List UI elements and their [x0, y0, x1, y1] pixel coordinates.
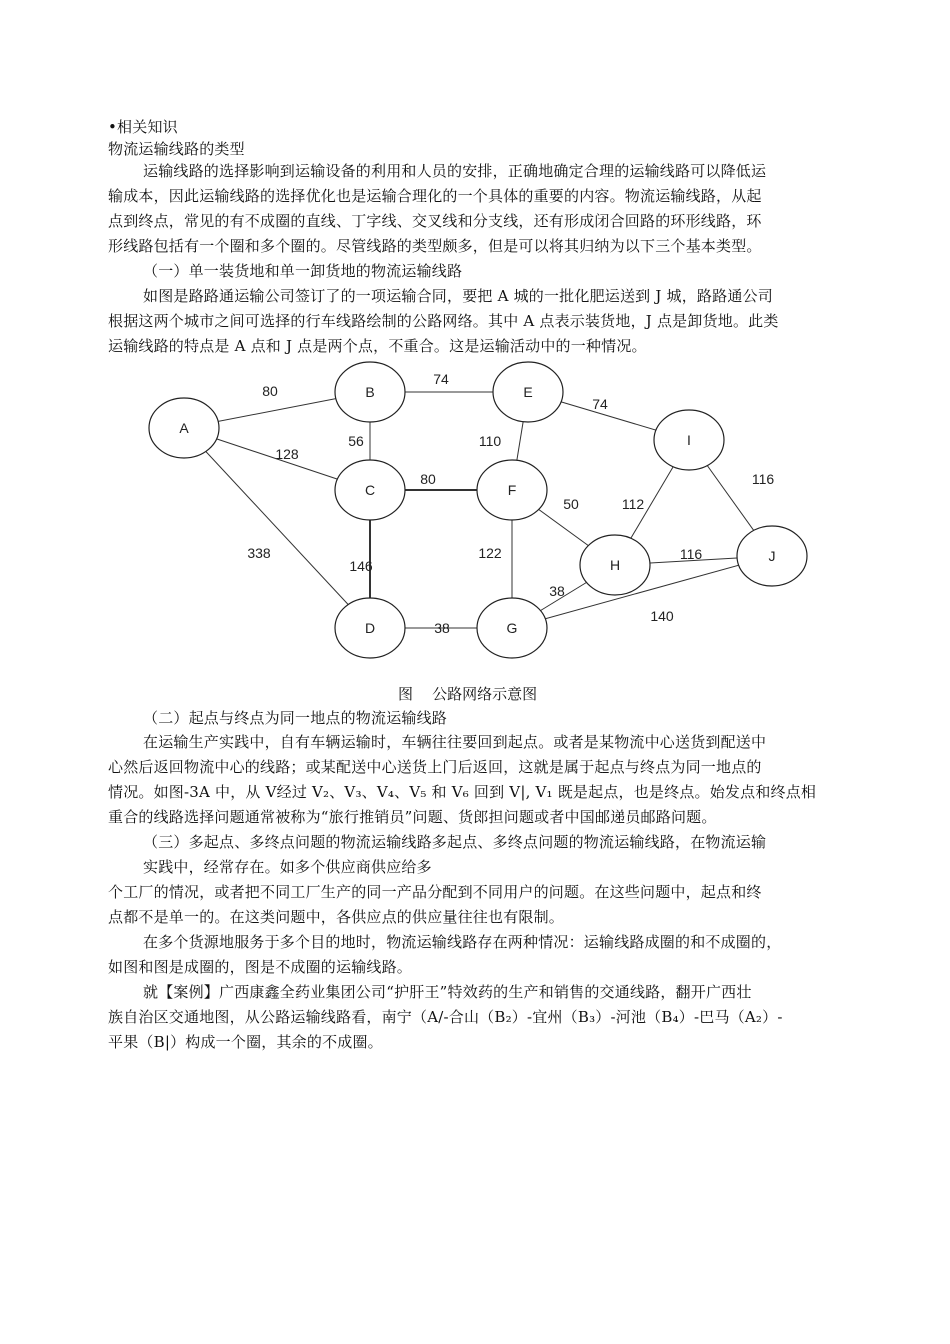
- paragraph-line: 点都不是单一的。在这类问题中，各供应点的供应量往往也有限制。: [108, 908, 565, 926]
- node-label-j: J: [768, 548, 776, 564]
- node-label-b: B: [365, 384, 375, 400]
- edge-weight-i-j: 116: [751, 471, 775, 487]
- paragraph-line: 如图是路路通运输公司签订了的一项运输合同，要把 A 城的一批化肥运送到 J 城，路路通公司: [143, 287, 773, 305]
- paragraph-line: 根据这两个城市之间可选择的行车线路绘制的公路网络。其中 A 点表示装货地，J 点是卸货地。此类: [108, 312, 779, 330]
- edge-weight-e-f: 110: [478, 433, 502, 449]
- paragraph-line: 实践中，经常存在。如多个供应商供应给多: [143, 858, 432, 876]
- edge-weight-g-j: 140: [650, 608, 674, 624]
- edge-weight-a-b: 80: [262, 383, 278, 399]
- node-label-a: A: [179, 420, 189, 436]
- edge-weight-d-g: 38: [434, 620, 450, 636]
- node-label-d: D: [364, 620, 376, 636]
- paragraph-line: 重合的线路选择问题通常被称为“旅行推销员”问题、货郎担问题或者中国邮递员邮路问题。: [108, 808, 717, 826]
- paragraph-line: 如图和图是成圈的，图是不成圈的运输线路。: [108, 958, 413, 976]
- node-label-g: G: [506, 620, 518, 636]
- paragraph-line: 就【案例】广西康鑫全药业集团公司“护肝王”特效药的生产和销售的交通线路，翻开广西壮: [143, 983, 752, 1001]
- paragraph-line: 形线路包括有一个圈和多个圈的。尽管线路的类型颇多，但是可以将其归纳为以下三个基本类型。: [108, 237, 762, 255]
- edge-weight-f-g: 122: [478, 545, 502, 561]
- subsection-heading: 物流运输线路的类型: [108, 140, 245, 158]
- node-label-i: I: [687, 432, 691, 448]
- edge-weight-c-d: 146: [349, 558, 373, 574]
- paragraph-line: 族自治区交通地图，从公路运输线路看，南宁（A/-合山（B₂）-宜州（B₃）-河池（B₄）-巴马（A₂）-: [108, 1008, 783, 1026]
- paragraph-line: 点到终点，常见的有不成圈的直线、丁字线、交叉线和分支线，还有形成闭合回路的环形线路，环: [108, 212, 762, 230]
- road-network-diagram: [135, 360, 815, 675]
- edge-weight-b-e: 74: [433, 371, 449, 387]
- paragraph-line: 在多个货源地服务于多个目的地时，物流运输线路存在两种情况：运输线路成圈的和不成圈的，: [143, 933, 782, 951]
- paragraph-line: 在运输生产实践中，自有车辆运输时，车辆往往要回到起点。或者是某物流中心送货到配送中: [143, 733, 767, 751]
- section-heading: •相关知识: [108, 118, 178, 136]
- edge-weight-a-c: 128: [275, 446, 299, 462]
- section-title: （一）单一装货地和单一卸货地的物流运输线路: [143, 262, 463, 280]
- section-title: （三）多起点、多终点问题的物流运输线路多起点、多终点问题的物流运输线路，在物流运输: [143, 833, 767, 851]
- edge-weight-c-f: 80: [420, 471, 436, 487]
- edge-weight-e-i: 74: [592, 396, 608, 412]
- paragraph-line: 平果（B|）构成一个圈，其余的不成圈。: [108, 1033, 383, 1051]
- paragraph-line: 情况。如图-3A 中，从 V经过 V₂、V₃、V₄、V₅ 和 V₆ 回到 V|, V₁ 既是起点，也是终点。始发点和终点相: [108, 783, 817, 801]
- node-label-h: H: [609, 557, 621, 573]
- figure-caption: 图 公路网络示意图: [398, 685, 538, 703]
- paragraph-line: 运输线路的选择影响到运输设备的利用和人员的安排，正确地确定合理的运输线路可以降低运: [143, 162, 767, 180]
- paragraph-line: 心然后返回物流中心的线路；或某配送中心送货上门后返回，这就是属于起点与终点为同一地点的: [108, 758, 762, 776]
- edge-weight-h-j: 116: [679, 546, 703, 562]
- edge-weight-g-h: 38: [549, 583, 565, 599]
- edge-weight-h-i: 112: [621, 496, 645, 512]
- node-label-c: C: [364, 482, 376, 498]
- paragraph-line: 个工厂的情况，或者把不同工厂生产的同一产品分配到不同用户的问题。在这些问题中，起点和终: [108, 883, 762, 901]
- edge-weight-b-c: 56: [348, 433, 364, 449]
- paragraph-line: 运输线路的特点是 A 点和 J 点是两个点，不重合。这是运输活动中的一种情况。: [108, 337, 647, 355]
- node-label-e: E: [523, 384, 533, 400]
- edge-weight-f-h: 50: [563, 496, 579, 512]
- section-title: （二）起点与终点为同一地点的物流运输线路: [143, 709, 448, 727]
- paragraph-line: 输成本，因此运输线路的选择优化也是运输合理化的一个具体的重要的内容。物流运输线路，从起: [108, 187, 762, 205]
- edge-weight-a-d: 338: [247, 545, 271, 561]
- node-label-f: F: [507, 482, 517, 498]
